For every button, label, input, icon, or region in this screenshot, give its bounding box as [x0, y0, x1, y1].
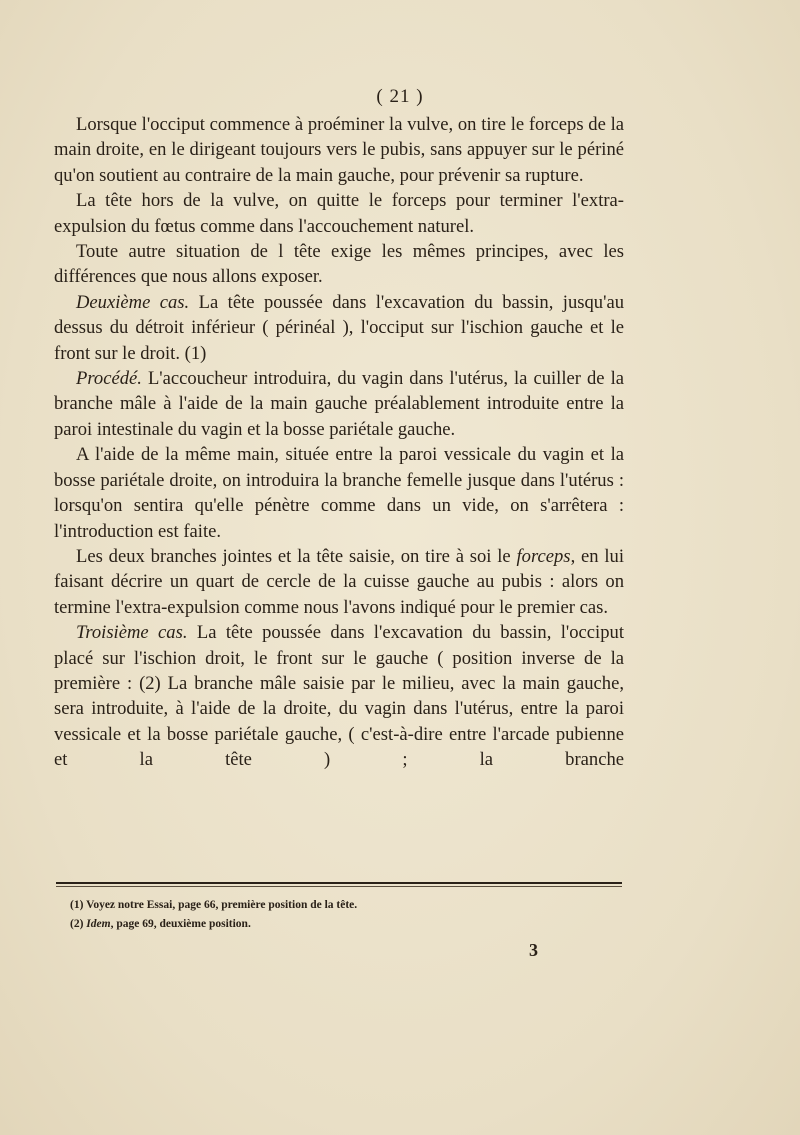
case-heading: Deuxième cas. [76, 291, 190, 313]
paragraph: A l'aide de la même main, située entre la paroi vessicale du vagin et la bosse pariétale droite, on introduira la branche femelle jusque dans l'utérus : lorsqu'on sentira qu'elle pénètre comme dans un vide, on s'arrêtera : l'introduction est faite. [54, 444, 624, 542]
paragraph: La tête hors de la vulve, on quitte le forceps pour terminer l'extra-expulsion du fœtus comme dans l'accouchement naturel. [54, 190, 624, 237]
paragraph-procede [54, 366, 624, 442]
footnotes [70, 896, 590, 934]
italic-term: forceps [516, 545, 571, 567]
paragraph-text: , en lui faisant décrire un quart de cercle de la cuisse gauche au pubis : alors on termine l'extra-expulsion comme nous l'avons indiqué pour le premier cas. [54, 545, 624, 618]
paragraph-text: La tête poussée dans l'excavation du bassin, jusqu'au dessus du détroit inférieur ( périnéal ), l'occiput sur l'ischion gauche et le front sur le droit. (1) [54, 291, 625, 364]
paragraph-forceps [54, 544, 624, 620]
footnote-2: (2) Idem, page 69, deuxième position. [70, 918, 251, 930]
footnote-rule-thin [56, 886, 622, 887]
case-heading: Troisième cas. [76, 622, 188, 644]
paragraph: Lorsque l'occiput commence à proéminer la vulve, on tire le forceps de la main droite, en le dirigeant toujours vers le pubis, sans appuyer sur le périné qu'on soutient au contraire de la main gauche, pour prévenir sa rupture. [54, 114, 624, 186]
page-number: ( 21 ) [376, 86, 424, 107]
paragraph: Toute autre situation de l tête exige les mêmes principes, avec les différences que nous allons exposer. [54, 241, 624, 288]
paragraph-text: L'accoucheur introduira, du vagin dans l'utérus, la cuiller de la branche mâle à l'aide de la main gauche préalablement introduite entre la paroi intestinale du vagin et la bosse pariétale gauche. [54, 368, 624, 440]
paragraph-text: Les deux branches jointes et la tête saisie, on tire à soi le [76, 545, 511, 567]
paragraph-text: La tête poussée dans l'excavation du bassin, l'occiput placé sur l'ischion droit, le front sur le gauche ( position inverse de la première : (2) La branche mâle saisie par le milieu, avec la main gauche, sera introduite, à l'aide de la droite, du vagin dans l'utérus, entre la paroi vessicale et la bosse pariétale gauche, ( c'est-à-dire entre l'arcade pubienne et la tête ) ; la branche [54, 622, 624, 771]
footnote-1: (1) Voyez notre Essai, page 66, première position de la tête. [70, 899, 358, 911]
paragraph-deuxieme-cas [54, 290, 624, 366]
paragraph-troisieme-cas [54, 620, 624, 772]
footnote-rule [56, 882, 622, 884]
body-text [54, 112, 624, 773]
case-heading: Procédé. [76, 368, 142, 390]
signature-mark: 3 [529, 940, 538, 960]
